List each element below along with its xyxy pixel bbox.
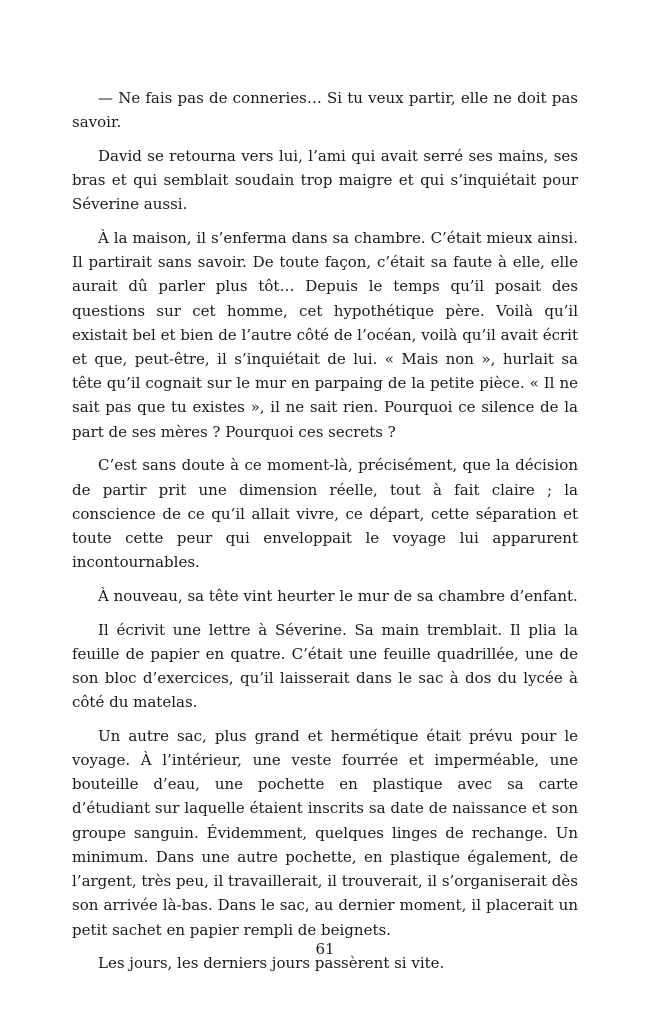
page-body bbox=[72, 86, 578, 985]
paragraph: — Ne fais pas de conneries… Si tu veux partir, elle ne doit pas savoir. bbox=[72, 89, 578, 132]
paragraph: À la maison, il s’enferma dans sa chambre. C’était mieux ainsi. Il partirait sans savoir. De toute façon, c’était sa faute à elle, elle aurait dû parler plus tôt… Depuis le temps qu’il posait des questions sur cet homme, cet hypothétique père. Voilà qu’il existait bel et bien de l’autre côté de l’océan, voilà qu’il avait écrit et que, peut-être, il s’inquiétait de lui. « Mais non », hurlait sa tête qu’il cognait sur le mur en parpaing de la petite pièce. « Il ne sait pas que tu existes », il ne sait rien. Pourquoi ce silence de la part de ses mères ? Pourquoi ces secrets ? bbox=[72, 229, 578, 441]
paragraph: Les jours, les derniers jours passèrent si vite. bbox=[98, 954, 445, 973]
paragraph: David se retourna vers lui, l’ami qui avait serré ses mains, ses bras et qui semblait soudain trop maigre et qui s’inquiétait pour Séverine aussi. bbox=[72, 146, 578, 214]
paragraph: C’est sans doute à ce moment-là, précisément, que la décision de partir prit une dimension réelle, tout à fait claire ; la conscience de ce qu’il allait vivre, ce départ, cette séparation et toute cette peur qui enveloppait le voyage lui apparurent incontournables. bbox=[72, 456, 578, 572]
paragraph: Un autre sac, plus grand et hermétique était prévu pour le voyage. À l’intérieur, une veste fourrée et imperméable, une bouteille d’eau, une pochette en plastique avec sa carte d’étudiant sur laquelle étaient inscrits sa date de naissance et son groupe sanguin. Évidemment, quelques linges de rechange. Un minimum. Dans une autre pochette, en plastique également, de l’argent, très peu, il travaillerait, il trouverait, il s’organiserait dès son arrivée là-bas. Dans le sac, au dernier moment, il placerait un petit sachet en papier rempli de beignets. bbox=[72, 726, 578, 939]
paragraph: Il écrivit une lettre à Séverine. Sa main tremblait. Il plia la feuille de papier en quatre. C’était une feuille quadrillée, une de son bloc d’exercices, qu’il laisserait dans le sac à dos du lycée à côté du matelas. bbox=[72, 620, 578, 712]
paragraph: À nouveau, sa tête vint heurter le mur de sa chambre d’enfant. bbox=[98, 586, 578, 605]
page-number: 61 bbox=[315, 940, 335, 958]
